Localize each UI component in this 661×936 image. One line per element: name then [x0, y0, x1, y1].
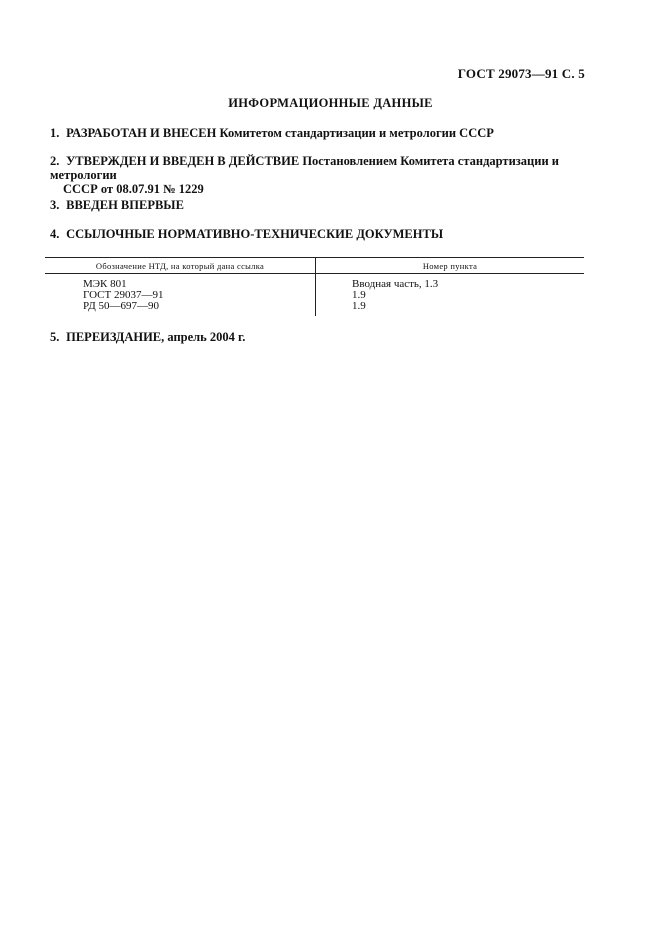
table-header-clause: Номер пункта — [422, 261, 478, 271]
item-number: 2. — [50, 154, 60, 168]
table-cell-clause: Вводная часть, 1.3 — [352, 278, 439, 290]
table-cell-clause: 1.9 — [352, 300, 366, 312]
item-number: 1. — [50, 126, 60, 140]
info-item-approved — [50, 154, 590, 196]
info-item-introduced — [50, 198, 184, 212]
item-number: 3. — [50, 198, 60, 212]
info-item-developed — [50, 126, 494, 140]
item-number: 5. — [50, 330, 60, 344]
table-header-document: Обозначение НТД, на который дана ссылка — [95, 261, 265, 271]
info-item-reissue — [50, 330, 245, 344]
item-lead: РАЗРАБОТАН И ВНЕСЕН — [66, 126, 217, 140]
table-cell-document: ГОСТ 29037—91 — [83, 289, 164, 301]
item-lead: ССЫЛОЧНЫЕ НОРМАТИВНО-ТЕХНИЧЕСКИЕ ДОКУМЕНТЫ — [66, 227, 444, 241]
table-cell-clause: 1.9 — [352, 289, 366, 301]
item-lead: ПЕРЕИЗДАНИЕ, апрель 2004 г. — [66, 330, 246, 344]
item-lead: УТВЕРЖДЕН И ВВЕДЕН В ДЕЙСТВИЕ — [66, 154, 300, 168]
item-text: Комитетом стандартизации и метрологии СССР — [219, 126, 494, 140]
table-column-documents — [83, 279, 163, 312]
page-header-doc-ref: ГОСТ 29073—91 С. 5 — [457, 66, 585, 81]
info-item-references — [50, 227, 443, 241]
item-number: 4. — [50, 227, 60, 241]
item-text: Постановлением Комитета стандартизации и метрологии — [50, 154, 559, 182]
item-text-continuation: СССР от 08.07.91 № 1229 — [63, 182, 204, 196]
table-cell-document: МЭК 801 — [83, 278, 127, 290]
item-lead: ВВЕДЕН ВПЕРВЫЕ — [66, 198, 184, 212]
section-title: ИНФОРМАЦИОННЫЕ ДАННЫЕ — [228, 96, 433, 110]
table-column-clauses — [352, 279, 438, 312]
table-cell-document: РД 50—697—90 — [83, 300, 160, 312]
